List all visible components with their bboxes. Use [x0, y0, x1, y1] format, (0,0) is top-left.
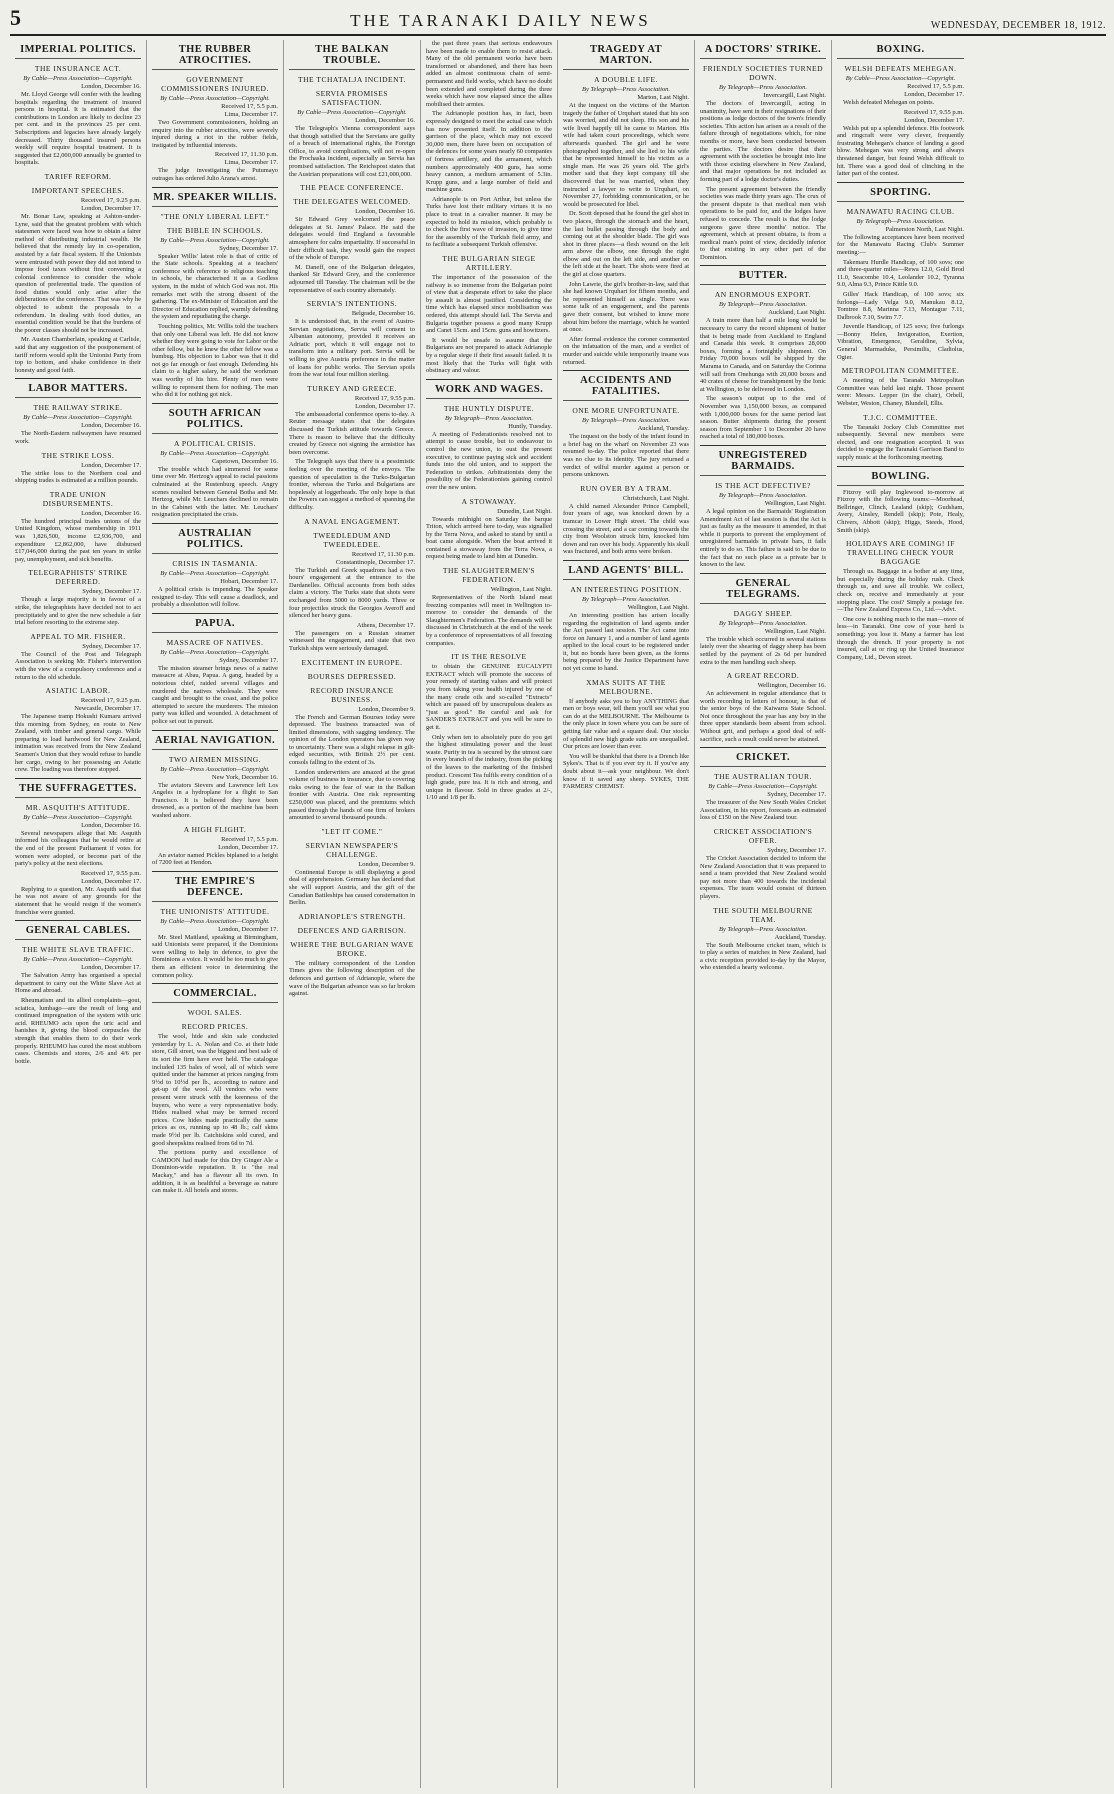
article-subheading: DAGGY SHEEP. — [733, 608, 793, 618]
section-headline: COMMERCIAL. — [152, 983, 278, 1003]
section-headline: BOWLING. — [837, 466, 964, 486]
dateline: Wellington, Last Night. — [764, 499, 826, 507]
article-paragraph: The ambassadorial conference opens to-day. A Reuter message states that the delegates discussed the Turkish attitude towards Greece. There is reason to believe that the difficulty created by Greece not signing the armistice has been overcome. — [289, 410, 415, 456]
article-paragraph: the past three years that serious endeavours have been made to enable them to resist attack. Many of the old permanent works have been transformed or abandoned, and there has been added an almost continuous chain of semi-permanent and field works, which have no doubt been extended and completed during the three weeks which have now elapsed since the allies mobilised their armies. — [426, 40, 552, 108]
columns-container — [10, 40, 1106, 1788]
section-headline: THE BALKAN TROUBLE. — [289, 40, 415, 70]
newspaper-column-1 — [10, 40, 147, 1788]
article-subheading: TWO AIRMEN MISSING. — [168, 754, 262, 764]
dateline-source: By Telegraph—Press Association. — [718, 84, 808, 91]
section-headline: LABOR MATTERS. — [15, 378, 141, 398]
article-paragraph: The importance of the possession of the railway is so immense from the Bulgarian point of view that a desperate effort to take the place by assault is almost justified. Considering the time which has elapsed since mobilisation was ordered, this attempt should fail. The Servia and Bulgaria together possess a good many Krupp and Canet 15cm. and 15cm. guns and howitzers. — [426, 274, 552, 335]
article-paragraph: An interesting position has arisen locally regarding the registration of land agents under the Act passed last session. The Act came into force on January 1, and a number of land agents applied to the local court to be registered under it, but no bonds have been given, as the forms being prepared by the Justice Department have not yet come to hand. — [563, 611, 689, 673]
dateline: London, December 17. — [81, 877, 141, 885]
article-paragraph: Two Government commissioners, holding an enquiry into the rubber atrocities, were severely injured during a riot in the rubber fields, instigated by influential interests. — [152, 119, 278, 149]
article-subheading: SERVIA'S INTENTIONS. — [306, 299, 398, 309]
article-subheading: THE STRIKE LOSS. — [41, 450, 115, 460]
article-paragraph: The French and German Bourses today were depressed. The business transacted was of limited dimensions, with sagging tendency. The opinion of the London operators has given way to uncertainty. There was a slight relapse in gilt-edged securities, with British 2½ per cent. consols falling to the extent of 3s. — [289, 713, 415, 767]
article-paragraph: The portions purity and excellence of CAMDON had made for this Dry Ginger Ale a Dominion-wide reputation. It is "the real Mackay," and has a flavour all its own. In addition, it is as healthful a beverage as nature can make it. All hotels and stores. — [152, 1149, 278, 1195]
article-paragraph: The present agreement between the friendly societies was made thirty years ago. The crux of the present dispute is that medical men wish operations to be paid for, and the lodges have refused to concede. The result is that the lodge surgeons gave three months' notice. The agreement, which at present obtains, is from a medical man's point of view, decidedly inferior to that existing in any other part of the Dominion. — [700, 185, 826, 261]
dateline: London, December 17. — [81, 964, 141, 972]
dateline: Constantinople, December 17. — [335, 558, 415, 566]
article-paragraph: Towards midnight on Saturday the barque Triton, which arrived here to-day, was signalled by the Terra Nova, and asked to stand by until a boat came alongside. When the boat arrived it contained a stowaway from the Terra Nova, a request being made to land him at Dunedin. — [426, 515, 552, 561]
article-subheading: WHERE THE BULGARIAN WAVE BROKE. — [290, 939, 414, 958]
article-subheading: WELSH DEFEATS MEHEGAN. — [844, 64, 957, 73]
dateline: Hobart, December 17. — [220, 578, 278, 585]
section-headline: UNREGISTERED BARMAIDS. — [700, 445, 826, 476]
article-subheading: TELEGRAPHISTS' STRIKE DEFERRED. — [28, 568, 128, 587]
dateline: London, December 16. — [81, 821, 141, 829]
article-subheading: APPEAL TO MR. FISHER. — [30, 631, 126, 641]
article-subheading: HOLIDAYS ARE COMING! IF TRAVELLING CHECK YOUR BAGGAGE — [846, 539, 955, 567]
article-paragraph: The trouble which had simmered for some time over Mr. Hertzog's appeal to racial passions culminated at the Rustenburg speech. Angry scenes resulted between General Botha and Mr. Hertzog, while Mr. Leuchars declined to remain in the Cabinet with the latter. Mr. Leuchars' resignation precipitated the crisis. — [152, 465, 278, 519]
article-subheading: IT IS THE RESOLVE — [451, 652, 527, 662]
section-headline: SOUTH AFRICAN POLITICS. — [152, 403, 278, 434]
article-subheading: THE TCHATALJA INCIDENT. — [298, 75, 406, 84]
dateline: Sydney, December 17. — [82, 588, 141, 596]
article-subheading: AN INTERESTING POSITION. — [570, 584, 682, 594]
dateline: Newcastle, December 17. — [74, 705, 141, 713]
article-subheading: "LET IT COME." — [321, 826, 383, 836]
article-subheading: BOURSES DEPRESSED. — [307, 671, 397, 681]
article-paragraph: The South Melbourne cricket team, which is to play a series of matches in New Zealand, had a civic reception provided to-day by the Mayor, who extended a hearty welcome. — [700, 941, 826, 972]
dateline-source: By Cable—Press Association—Copyright. — [160, 95, 270, 102]
newspaper-column-5 — [558, 40, 695, 1788]
article-paragraph: The Cricket Association decided to inform the New Zealand Association that it was prepared to send a team provided that New Zealand would pay not more than 400 towards the incidental expenses. The team would consist of thirteen players. — [700, 855, 826, 900]
article-subheading: A POLITICAL CRISIS. — [174, 438, 256, 448]
dateline: Palmerston North, Last Night. — [885, 225, 964, 233]
article-paragraph: The Council of the Post and Telegraph Association is seeking Mr. Fisher's intervention with the view of a compulsory conference and a return to the old schedule. — [15, 650, 141, 681]
article-paragraph: A political crisis is impending. The Speaker resigned to-day. This will cause a deadlock, and probably a dissolution will follow. — [152, 586, 278, 609]
masthead — [10, 6, 1106, 36]
section-headline: BOXING. — [837, 40, 964, 59]
dateline: Received 17, 9.55 p.m. — [80, 869, 141, 877]
dateline: Received 17, 11.30 p.m. — [214, 151, 278, 159]
article-paragraph: Though a large majority is in favour of a strike, the telegraphists have decided not to act precipitately and to give the new schedule a fair trial before resorting to the extreme step. — [15, 596, 141, 627]
article-subheading: CRISIS IN TASMANIA. — [172, 559, 258, 568]
article-subheading: THE SOUTH MELBOURNE TEAM. — [713, 905, 813, 924]
dateline-source: By Telegraph—Press Association. — [581, 86, 671, 93]
article-subheading: IS THE ACT DEFECTIVE? — [715, 480, 811, 490]
article-subheading: EXCITEMENT IN EUROPE. — [301, 657, 403, 667]
dateline: London, December 17. — [218, 925, 278, 933]
section-headline: ACCIDENTS AND FATALITIES. — [563, 370, 689, 401]
article-subheading: A DOUBLE LIFE. — [594, 75, 658, 84]
article-subheading: T.J.C. COMMITTEE. — [863, 412, 938, 422]
article-paragraph: A train more than half a mile long would be necessary to carry the record shipment of butter that is being made from Auckland to England and Canada this week. It comprises 28,000 boxes, forming a fortnightly shipment. On Friday 70,000 boxes will be shipped by the Marama to Canada, and on Saturday the Corinna will sail from Onehunga with 20,000 boxes and 40 crates of cheese for transhipment by the Ionic at Wellington, to be delivered in London. — [700, 317, 826, 393]
article-paragraph: Through us. Baggage in a bother at any time, but especially during the holiday rush. Check through us, and save all trouble. We collect, check on, receive and immediately at your stopping place. The cost? Simply a postage fee.—The New Zealand Express Co., Ltd.—Advt. — [837, 568, 964, 614]
article-paragraph: London underwriters are amazed at the great volume of business in insurance, due to covering risks owing to the fear of war in the Balkan frontier with Austria. One risk representing £250,000 was placed, and the premiums which passed through the hands of one firm of brokers amounted to several thousand pounds. — [289, 768, 415, 822]
article-paragraph: Several newspapers allege that Mr. Asquith informed his colleagues that he would retire at the end of the present Parliament if votes for women were adopted, or become part of the party's policy at the next elections. — [15, 829, 141, 868]
dateline: London, December 17. — [904, 116, 964, 124]
newspaper-column-6 — [695, 40, 832, 1788]
section-headline: MR. SPEAKER WILLIS. — [152, 187, 278, 207]
article-paragraph: M. Daneff, one of the Bulgarian delegates, thanked Sir Edward Grey, and the conference adjourned till Tuesday. The chairman will be the representative of each country alternately. — [289, 263, 415, 294]
article-paragraph: The passengers on a Russian steamer witnessed the engagement, and state that two Turkish ships were seriously damaged. — [289, 629, 415, 652]
article-subheading: THE BIBLE IN SCHOOLS. — [166, 225, 264, 235]
article-paragraph: Mr. Steel Maitland, speaking at Birmingham, said Unionists were prepared, if the Dominions were willing to help in defence, to give the Dominions a voice. It would be too much to give them an efficient voice in determining the common policy. — [152, 933, 278, 979]
section-headline: THE EMPIRE'S DEFENCE. — [152, 871, 278, 902]
article-paragraph: If anybody asks you to buy ANYTHING that men or boys wear, tell them you'll see what you can do at the MELBOURNE. The Melbourne is the only place in town where you can be sure of getting fair value and a square deal. Our stocks of splendid new high grade suits are unequalled. Our prices are lower than ever. — [563, 697, 689, 751]
article-subheading: THE INSURANCE ACT. — [34, 64, 122, 73]
dateline-source: By Telegraph—Press Association. — [718, 619, 808, 627]
dateline-source: By Cable—Press Association—Copyright. — [23, 813, 133, 821]
dateline: Received 17, 9.55 p.m. — [903, 108, 964, 116]
dateline: Wellington, Last Night. — [627, 603, 689, 611]
article-subheading: RUN OVER BY A TRAM. — [580, 483, 672, 493]
article-paragraph: Representatives of the North Island meat freezing companies will meet in Wellington to-morrow to consider the demands of the Slaughtermen's Federation. The demands will be discussed in Christchurch at the end of the week by a conference of representatives of all freezing companies. — [426, 594, 552, 647]
article-subheading: THE HUNTLY DISPUTE. — [443, 403, 535, 413]
article-paragraph: A child named Alexander Prince Campbell, four years of age, was knocked down by a tramcar in Lower High street. The child was crossing the street, and a car coming towards the city from Woolston struck him, knocked him down and ran over his body. Apparently his skull was fractured, and both arms were broken. — [563, 502, 689, 556]
article-paragraph: The following acceptances have been received for the Manawatu Racing Club's Summer meeting:— — [837, 233, 964, 256]
section-headline: PAPUA. — [152, 613, 278, 633]
dateline-source: By Cable—Press Association—Copyright. — [708, 783, 818, 791]
article-paragraph: The strike loss to the Northern coal and shipping trades is estimated at a million pounds. — [15, 469, 141, 485]
article-paragraph: The Japanese tramp Hokushi Kumaru arrived this morning from Sydney, en route to New Zealand, with timber and general cargo. While preparing to load hardwood for New Zealand, intimation was received from the New Zealand Seamen's Union that they would refuse to handle her cargo, owing to her possessing an Asiatic crew. The loading was therefore stopped. — [15, 713, 141, 774]
article-paragraph: Replying to a question, Mr. Asquith said that he was not aware of any grounds for the statement that he would resign if the women's franchise were granted. — [15, 885, 141, 916]
article-paragraph: The season's output up to the end of November was 1,150,000 boxes, as compared with 1,000,000 boxes for the same period last season. Butter shipments during the present season from September 1 to December 20 have reached a total of 180,000 boxes. — [700, 395, 826, 441]
newspaper-column-7 — [832, 40, 969, 1788]
article-paragraph: Welsh put up a splendid defence. His footwork and ringcraft were very clever, frequently frustrating Mehegan's chance of landing a good blow. Mehegan was very strong and always threatened danger, but found Welsh difficult to hit. There was a good deal of clinching in the latter part of the contest. — [837, 124, 964, 178]
article-paragraph: Sir Edward Grey welcomed the peace delegates at St. James' Palace. He said the delegates would find England a favourable atmosphere for calm impartiality. If successful in their difficult task, they would gain the respect of the whole of Europe. — [289, 216, 415, 262]
dateline: Dunedin, Last Night. — [497, 507, 552, 515]
newspaper-column-2 — [147, 40, 284, 1788]
article-paragraph: The military correspondent of the London Times gives the following description of the defences and garrison of Adrianople, where the wave of the Bulgarian advance was so far broken against. — [289, 959, 415, 998]
article-paragraph: The judge investigating the Putumayo outrages has ordered Julio Arana's arrest. — [152, 167, 278, 182]
dateline-source: By Cable—Press Association—Copyright. — [160, 917, 270, 925]
dateline-source: By Cable—Press Association—Copyright. — [160, 765, 270, 773]
article-subheading: SERVIA PROMISES SATISFACTION. — [315, 89, 389, 107]
article-subheading: THE RAILWAY STRIKE. — [33, 403, 123, 413]
dateline-source: By Cable—Press Association—Copyright. — [160, 648, 270, 656]
dateline-source: By Cable—Press Association—Copyright. — [297, 109, 407, 116]
article-paragraph: Rheumatism and its allied complaints—gout, sciatica, lumbago—are the result of long and continued impregnation of the system with uric acid. RHEUMO acts upon the uric acid and banishes it, giving the blood corpuscles the strength that enables them to do their work properly. RHEUMO has cured the most stubborn cases. Chemists and stores, 2/6 and 4/6 per bottle. — [15, 996, 141, 1065]
dateline: Received 17, 5.5 p.m. — [221, 835, 278, 843]
section-headline: AUSTRALIAN POLITICS. — [152, 523, 278, 554]
article-paragraph: The Turkish and Greek squadrons had a two hours' engagement at the entrance to the Dardanelles. Official accounts from both sides claim a victory. The Turks state that shots were exchanged from 5000 to 8000 yards. Three or four projectiles struck the Georgios Averoff and silenced her heavy guns. — [289, 566, 415, 620]
dateline-source: By Telegraph—Press Association. — [444, 414, 534, 422]
dateline: Invercargill, Last Night. — [763, 92, 826, 99]
article-paragraph: The Adrianople position has, in fact, been expressly designed to meet the actual case which has now presented itself. In addition to the garrison of the place, which may not exceed 30,000 men, there have been on occupation of the defences for some years nearly 60 companies of fortress artillery, and the armament, which numbers approximately 400 guns, has some heavy cannon, a medium armament of 5.3in. Krupp guns, and a large number of field and machine guns. — [426, 110, 552, 194]
dateline: London, December 17. — [355, 402, 415, 410]
article-subheading: A STOWAWAY. — [461, 496, 517, 506]
section-headline: THE RUBBER ATROCITIES. — [152, 40, 278, 70]
article-paragraph: Mr. Bonar Law, speaking at Ashton-under-Lyne, said that the greatest problem with which statesmen were faced was how to obtain a fairer method of distributing industrial wealth. He believed that the remedy lay in co-operation, assisted by a fair fiscal system. If the Unionists were entrusted with power they did not intend to impose food taxes without first convening a colonial conference to consider the whole question of preferential trade. The question of food duties would only arise after the deliberations of the conference. That was why he objected to submit the proposals to a referendum. In dealing with food duties, an essential condition would be that the burdens of the poorer classes should not be increased. — [15, 212, 141, 334]
dateline: Auckland, Tuesday. — [774, 933, 826, 941]
article-subheading: SERVIAN NEWSPAPER'S CHALLENGE. — [305, 840, 399, 859]
article-paragraph: Welsh defeated Mehegan on points. — [843, 99, 935, 106]
dateline: Auckland, Tuesday. — [637, 425, 689, 433]
article-subheading: AN ENORMOUS EXPORT. — [714, 290, 812, 300]
dateline: Wellington, December 16. — [757, 682, 826, 690]
article-paragraph: A legal opinion on the Barmaids' Registration Amendment Act of last session is that the Act is just as faulty as the measure it amended, in that while it purports to prevent the employment of unregistered barmaids in private bars, it fails entirely to do so. This failure is said to be due to the fact that no such place as a private bar is known to the law. — [700, 507, 826, 569]
article-paragraph: It would be unsafe to assume that the Bulgarians are not prepared to attack Adrianople by a regular siege if their first assault failed. It is most likely that the Turks will fight with obstinacy and valour. — [426, 336, 552, 375]
dateline: Christchurch, Last Night. — [622, 494, 689, 502]
article-paragraph: At the inquest on the victims of the Marton tragedy the father of Urquhart stated that his son was worried, and did not sleep. His son and his wife lived happily till he came to Marton. His wife had taken court proceedings, which were afterwards quashed. The girl and he were photographed together, and she lied to his wife that he represented himself to his victim as a single man. He was 26 years old. The girl's mother said that they kept company till she discovered that he was married, when they instructed a lawyer to write to Urquhart, on November 27, forbidding communication, or he would be prosecuted for libel. — [563, 102, 689, 208]
section-headline: A DOCTORS' STRIKE. — [700, 40, 826, 59]
article-paragraph: Mr. Lloyd George will confer with the leading hospitals regarding the treatment of insured persons in hospital. It is estimated that the contributions in London are likely to decline 23 per cent. and in the provinces 25 per cent. Subscriptions and legacies have already largely decreased. Thirty thousand insured persons weekly will require hospital treatment. It is suggested that £2,000,000 annually be granted to hospitals. — [15, 91, 141, 167]
article-subheading: RECORD PRICES. — [181, 1022, 249, 1032]
article-subheading: ADRIANOPLE'S STRENGTH. — [298, 911, 406, 921]
article-paragraph: Adrianople is on Port Arthur, but unless the Turks have lost their military virtues it is no place to treat in a cavalier manner. It may be expected to hold its mission, which probably is to check the first wave of invasion, to give time for the assembly of the Turkish field army, and to facilitate a subsequent Turkish offensive. — [426, 195, 552, 249]
article-paragraph: Gilles' Hack Handicap, of 100 sovs; six furlongs—Lady Velga 9.0, Manukau 8.12, Tomtree 8.8, Marinna 7.13, Montague 7.11, Dalbrook 7.10, Swim 7.7. — [837, 290, 964, 321]
dateline-source: By Telegraph—Press Association. — [718, 301, 808, 309]
article-subheading: FRIENDLY SOCIETIES TURNED DOWN. — [702, 64, 824, 82]
article-subheading: MANAWATU RACING CLUB. — [846, 206, 955, 216]
dateline: London, December 17. — [81, 461, 141, 469]
article-subheading: THE AUSTRALIAN TOUR. — [714, 772, 812, 782]
article-paragraph: A meeting of the Taranaki Metropolitan Committee was held last night. Those present were: Messrs. Lepper (in the chair), Orbell, Webster, Weston, Chaney, Blundell, Ellis. — [837, 377, 964, 408]
article-paragraph: John Lawrie, the girl's brother-in-law, said that she had known Urquhart for fifteen months, and he represented himself as single. There was some talk of an engagement, and the parents gave their consent, but wished to know more about him before the marriage, which he wanted at once. — [563, 280, 689, 334]
dateline-source: By Cable—Press Association—Copyright. — [160, 570, 270, 577]
dateline-source: By Cable—Press Association—Copyright. — [23, 75, 133, 82]
newspaper-column-3 — [284, 40, 421, 1788]
dateline-source: By Telegraph—Press Association. — [581, 417, 671, 425]
article-paragraph: Takemaru Hurdle Handicap, of 100 sovs; one and three-quarter miles—Rewa 12.0, Gold Brod 11.0, Seacombe 10.4, Leolander 10.2, Tyranna 9.0, Alma 9.3, Prince Kittle 9.0. — [837, 258, 964, 289]
dateline-source: By Cable—Press Association—Copyright. — [845, 75, 956, 82]
dateline: London, December 9. — [358, 705, 415, 713]
article-paragraph: A meeting of Federationists resolved not to attempt to cause trouble, but to endeavour to control the new union, to oust the present executive, to continue paying sick and accident funds into the old union, and to support the Federation to strikes. Arbitrationists deny the possibility of the Federationists gaining control over the new union. — [426, 430, 552, 491]
article-subheading: CRICKET ASSOCIATION'S OFFER. — [713, 827, 813, 846]
dateline-source: By Cable—Press Association—Copyright. — [160, 236, 270, 244]
article-paragraph: Touching politics, Mr. Willis told the teachers that only one Liberal was left. He did not know whether they were going to vote for Labor or the other fellow, but he knew the other fellow was a humbug. His objection to Labor was that it did not go far enough or fast enough. Defending his claim to a higher salary, he said the workman was worthy of his hire. Plenty of men were willing to represent them for nothing. The man who did it for nothing got nick. — [152, 322, 278, 399]
dateline-source: By Telegraph—Press Association. — [581, 595, 671, 603]
dateline: London, December 16. — [81, 509, 141, 517]
article-subheading: METROPOLITAN COMMITTEE. — [841, 366, 960, 376]
article-paragraph: The wool, hide and skin sale conducted yesterday by L. A. Nolan and Co. at their hide store, Gill street, was the biggest and best sale of its sort the firm have ever held. The catalogue included 135 bales of wool, all of which were quitted under the hammer at prices ranging from 9½d to 10½d per lb., according to nature and get-up of the wool. All vendors who were present were struck with the keenness of the buyers, who were a very representative body. Hides realised what may be termed record prices. Cow hides made practically the same prices as ox, running up to 48 lb.; calf skins made 9½d per lb. Catchiskins sold cured, and good sheepskins realised from 6d to 7d. — [152, 1033, 278, 1147]
section-headline: AERIAL NAVIGATION. — [152, 730, 278, 750]
dateline: Belgrade, December 16. — [351, 310, 415, 318]
section-headline: LAND AGENTS' BILL. — [563, 560, 689, 580]
dateline-source: By Cable—Press Association—Copyright. — [23, 956, 133, 964]
article-paragraph: After formal evidence the coroner commented on the infatuation of the man, and a verdict of murder and suicide while temporarily insane was returned. — [563, 335, 689, 366]
article-subheading: WOOL SALES. — [187, 1008, 243, 1018]
article-paragraph: It is understood that, in the event of Austro-Servian negotiations, Servia will consent to Albanian autonomy, provided it receives an Adriatic port, which it will engage not to transform into a military port. Servia will be willing to give Austria preference in the matter of loans for public works. The Servian spoils from the war total four million sterling. — [289, 318, 415, 379]
dateline: London, December 16. — [81, 422, 141, 430]
article-subheading: THE UNIONISTS' ATTITUDE. — [160, 906, 270, 916]
article-paragraph: The hundred principal trades unions of the United Kingdom, whose membership in 1911 was 1,826,500, income £2,936,700, and expenditure £2,862,000, have disbursed £17,046,000 during the past ten years in strike pay, unemployment, and sick benefits. — [15, 517, 141, 563]
dateline: London, December 9. — [358, 860, 415, 868]
dateline: Sydney, December 17. — [219, 244, 278, 252]
article-paragraph: Dr. Scott deposed that he found the girl shot in two places, through the stomach and the heart, the last bullet passing through the body and coming out at the shoulder blade. The girl was shot in three places—a flesh wound on the left arm above the elbow, one through the right elbow and out on the left side, and another on the left side at the heart. The shots were fired at the girl at close quarters. — [563, 210, 689, 279]
article-paragraph: One cow is nothing much to the man—more of less—in Taranaki. One cow of your herd is something; you lose it. Many a farmer has lost through the drench. If your property is not insured, call at or ring up the United Insurance Company, Ltd., Devon street. — [837, 615, 964, 661]
dateline: Received 17, 9.55 p.m. — [354, 394, 415, 402]
article-paragraph: The North-Eastern railwaymen have resumed work. — [15, 430, 141, 445]
dateline: Sydney, December 17. — [767, 847, 826, 855]
article-subheading: A GREAT RECORD. — [726, 671, 800, 681]
article-paragraph: Speaker Willis' latest role is that of critic of the State schools. Speaking at a teachers' conference with reference to religious teaching in schools, he characterised it as a Godless system, in the midst of which God was not. His remarks met with the strong dissent of the gathering. The ex-Minister of Education and the Director of Education replied, warmly defending the system and repudiating the charge. — [152, 252, 278, 321]
dateline: Huntly, Tuesday. — [508, 422, 552, 430]
article-subheading: MASSACRE OF NATIVES. — [166, 637, 264, 647]
article-subheading: A HIGH FLIGHT. — [183, 824, 247, 834]
section-headline: WORK AND WAGES. — [426, 379, 552, 399]
article-subheading: THE DELEGATES WELCOMED. — [293, 197, 411, 207]
article-subheading: TURKEY AND GREECE. — [307, 383, 397, 393]
section-headline: TRAGEDY AT MARTON. — [563, 40, 689, 70]
article-paragraph: You will be thankful that there is a Drench like Sykes's. That is if you ever try it. If you've any doubt about it—ask your neighbour. We don't know if it saved any sheep. SYKES, THE FARMERS' CHEMIST. — [563, 752, 689, 791]
dateline-source: By Telegraph—Press Association. — [718, 925, 808, 933]
article-paragraph: Only when ten to absolutely pure do you get the highest stimulating power and the least waste. Purity in tea is secured by the utmost care in every branch of the industry, from the picking of the leaves to the marketing of the finished product. Crescent Tea fulfils every condition of a high grade, pure tea. It is rich and strong, and unique in flavour. Sold in three grades at 2/-, 1/10 and 1/8 per lb. — [426, 733, 552, 802]
article-subheading: TARIFF REFORM. — [44, 171, 112, 181]
article-subheading: GOVERNMENT COMMISSIONERS INJURED. — [161, 75, 269, 93]
article-paragraph: The trouble which occurred in several stations lately over the shearing of daggy sheep has been settled by the payment of 2s 6d per hundred extra to the men handling such sheep. — [700, 635, 826, 666]
dateline: Wellington, Last Night. — [490, 586, 552, 594]
dateline: Sydney, December 17. — [219, 656, 278, 664]
article-paragraph: The treasurer of the New South Wales Cricket Association, in his report, forecasts an estimated loss of £150 on the New Zealand tour. — [700, 799, 826, 822]
dateline: Received 17, 5.5 p.m. — [221, 103, 278, 110]
article-subheading: RECORD INSURANCE BUSINESS. — [310, 685, 394, 704]
article-subheading: ONE MORE UNFORTUNATE. — [572, 406, 680, 416]
article-paragraph: The doctors of Invercargill, acting in unanimity, have sent in their resignations of their positions as lodge doctors of the town's friendly societies. This action has arisen as a result of the failure through of negotiations which, for nine months or more, have been conducted between the parties. The doctors desire that their agreement with the societies be brought into line with those existing elsewhere in New Zealand, and that major operations be not included as forming part of a lodge doctor's duties. — [700, 100, 826, 183]
section-headline: SPORTING. — [837, 182, 964, 202]
dateline: Received 17, 11.30 p.m. — [351, 550, 415, 558]
section-headline: BUTTER. — [700, 265, 826, 285]
dateline: London, December 17. — [81, 204, 141, 212]
article-subheading: TRADE UNION DISBURSEMENTS. — [42, 489, 114, 508]
article-subheading: THE WHITE SLAVE TRAFFIC. — [21, 945, 134, 955]
dateline: Sydney, December 17. — [82, 642, 141, 650]
newspaper-title: THE TARANAKI DAILY NEWS — [350, 11, 651, 30]
dateline-source: By Telegraph—Press Association. — [718, 491, 808, 499]
article-subheading: DEFENCES AND GARRISON. — [297, 925, 407, 935]
dateline: Received 17, 9.25 p.m. — [80, 196, 141, 204]
dateline: London, December 16. — [355, 117, 415, 124]
dateline: London, December 16. — [355, 208, 415, 216]
article-paragraph: Mr. Austen Chamberlain, speaking at Carlisle, said that any suggestion of the postponement of tariff reform would split the Unionist Party from top to bottom, and shake confidence in their honesty and good faith. — [15, 336, 141, 374]
dateline: Sydney, December 17. — [767, 791, 826, 799]
section-headline: GENERAL CABLES. — [15, 920, 141, 940]
dateline: Lima, December 17. — [224, 159, 278, 167]
section-headline: IMPERIAL POLITICS. — [15, 40, 141, 59]
dateline: Auckland, Last Night. — [768, 309, 826, 317]
article-paragraph: The mission steamer brings news of a native massacre at Abau, Papua. A gang, headed by a notorious chief, raided several villages and murdered the natives wholesale. They were caught and brought to the coast, and the police attempted to secure the murderers. The mission party was killed and wounded. A detachment of police set out in pursuit. — [152, 664, 278, 725]
issue-date: WEDNESDAY, DECEMBER 18, 1912. — [930, 20, 1106, 31]
article-paragraph: An aviator named Pickles biplaned to a height of 7200 feet at Hendon. — [152, 851, 278, 867]
article-paragraph: to obtain the GENUINE EUCALYPTI EXTRACT which will promote the success of your remedy of starting values and will protect you from taking your health injured by one of the many crude oils and so-called "Extracts" which are passed off by unscrupulous dealers as "just as good." Be careful and ask for SANDER'S EXTRACT and you will be sure to get it. — [426, 663, 552, 731]
article-paragraph: The Telegraph's Vienna correspondent says that though satisfied that the Servians are guilty of a breach of international rights, the Foreign Office, to avoid complications, will not re-open the Prochaska incident, especially as Servia has promised satisfaction. The Reichspost states that the Austrian preparations will cost £21,000,000. — [289, 125, 415, 178]
article-subheading: A NAVAL ENGAGEMENT. — [304, 516, 400, 526]
article-paragraph: The Telegraph says that there is a pessimistic feeling over the meeting of the envoys. The question of speculation is the Turko-Bulgarian frontier, whereas the Turks and Bulgarians are hopelessly at loggerheads. The only hope is that the Powers can suggest a method of spanning the difficulty. — [289, 458, 415, 511]
newspaper-column-4 — [421, 40, 558, 1788]
page-number: 5 — [10, 5, 21, 30]
dateline: Wellington, Last Night. — [764, 627, 826, 635]
dateline: London, December 17. — [218, 843, 278, 851]
dateline-source: By Telegraph—Press Association. — [856, 217, 945, 225]
article-subheading: ASIATIC LABOR. — [45, 686, 111, 696]
dateline: Lima, December 17. — [224, 111, 278, 118]
dateline: Received 17, 5.5 p.m. — [907, 83, 964, 90]
section-headline: CRICKET. — [700, 747, 826, 767]
article-subheading: IMPORTANT SPEECHES. — [31, 185, 125, 195]
article-subheading: THE BULGARIAN SIEGE ARTILLERY. — [442, 254, 536, 273]
article-paragraph: Continental Europe is still displaying a good deal of apprehension. Germany has declared that she will support Austria, and the gift of the Canadian Battleships has caused consternation in Berlin. — [289, 868, 415, 907]
dateline: London, December 16. — [81, 83, 141, 90]
dateline: Received 17, 9.25 p.m. — [80, 697, 141, 705]
article-paragraph: The inquest on the body of the infant found in a brief bag on the wharf on November 23 was resumed to-day. The police reported that there was no clue to its identity. The jury returned a verdict of wilful murder against a person or persons unknown. — [563, 433, 689, 479]
article-paragraph: An achievement in regular attendance that is worth recording in letters of honour, is that of the senior boys of the Kaiwarra State School. Not once throughout the year has any boy in the three upper standards been absent from school. Without grit, and perhaps a good deal of self-sacrifice, such a result could never be attained. — [700, 690, 826, 743]
section-headline: GENERAL TELEGRAMS. — [700, 573, 826, 604]
article-subheading: "THE ONLY LIBERAL LEFT." — [160, 211, 270, 221]
article-subheading: XMAS SUITS AT THE MELBOURNE. — [586, 677, 666, 696]
article-subheading: THE SLAUGHTERMEN'S FEDERATION. — [442, 566, 536, 585]
article-paragraph: The Salvation Army has organised a special department to carry out the White Slave Act at Home and abroad. — [15, 972, 141, 995]
article-subheading: THE PEACE CONFERENCE. — [300, 183, 404, 193]
article-paragraph: Fitzroy will play Inglewood to-morrow at Fitzroy with the following teams:—Moorhead, Bellringer, Clinch, Lealand (skip); Gudsham, Avery, Ainsley, Rendell (skip); Pote, Healy, Chivers, Abbott (skip); Higgs, Steeds, Hood, Smith (skip). — [837, 488, 964, 534]
dateline-source: By Cable—Press Association—Copyright. — [23, 414, 133, 422]
section-headline: THE SUFFRAGETTES. — [15, 778, 141, 798]
dateline: Athens, December 17. — [356, 621, 415, 629]
article-paragraph: The aviators Sievers and Lawrence left Los Angeles in a hydroplane for a flight to San Francisco. It is believed they have been drowned, as a portion of the machine has been washed ashore. — [152, 781, 278, 819]
article-subheading: MR. ASQUITH'S ATTITUDE. — [25, 802, 131, 812]
article-paragraph: Juvenile Handicap, of 125 sovs; five furlongs—Bonny Helen, Invigoration, Exertion, Vibration, Emergence, Geraldine, Sylvia, General Marmaduke, Persimilis, Cladiolus, Ogier. — [837, 323, 964, 361]
dateline: London, December 17. — [904, 91, 964, 98]
dateline: Marton, Last Night. — [637, 94, 689, 101]
article-subheading: TWEEDLEDUM AND TWEEDLEDEE. — [313, 530, 391, 549]
dateline-source: By Cable—Press Association—Copyright. — [160, 449, 270, 457]
dateline: Capetown, December 16. — [211, 457, 278, 465]
article-paragraph: The Taranaki Jockey Club Committee met subsequently. Several new members were elected, and one resignation accepted. It was decided to engage the Taranaki Garrison Band to supply music at the forthcoming meeting. — [837, 423, 964, 461]
dateline: New York, December 16. — [211, 773, 278, 781]
